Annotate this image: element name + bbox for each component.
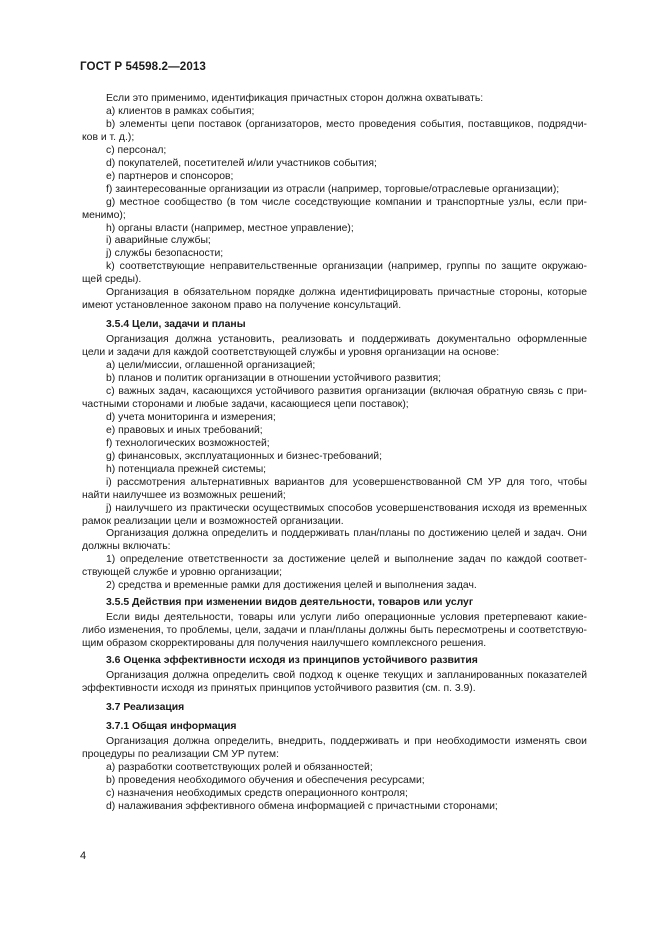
list-item: j) службы безопасности; xyxy=(106,248,224,260)
list-item: d) учета мониторинга и измерения; xyxy=(106,411,276,423)
list-item-continuation: рамок реализации цели и возможностей организации. xyxy=(82,515,344,527)
list-item: 2) средства и временные рамки для достижения целей и выполнения задач. xyxy=(106,580,477,592)
list-item: b) проведения необходимого обучения и обеспечения ресурсами; xyxy=(106,774,425,786)
list-item: b) планов и политик организации в отношении устойчивого развития; xyxy=(106,373,441,385)
paragraph-continuation: щим образом скорректированы для получения наилучшего комплексного решения. xyxy=(82,638,487,650)
section-heading-3-5-4: 3.5.4 Цели, задачи и планы xyxy=(106,319,246,331)
list-item: i) рассмотрения альтернативных вариантов для усовершенствованной СМ УР для того, чтобы xyxy=(106,476,587,488)
list-item: h) потенциала прежней системы; xyxy=(106,463,267,475)
document-body xyxy=(82,93,587,814)
section-heading-3-5-5: 3.5.5 Действия при изменении видов деятельности, товаров или услуг xyxy=(106,597,474,609)
list-item: f) технологических возможностей; xyxy=(106,437,270,449)
paragraph: Организация должна установить, реализовать и поддерживать документально оформленные xyxy=(106,334,587,346)
list-item: g) местное сообщество (в том числе соседствующие компании и транспортные узлы, если при- xyxy=(106,196,587,208)
list-item: c) персонал; xyxy=(106,144,167,156)
paragraph: Организация должна определить и поддерживать план/планы по достижению целей и задач. Они xyxy=(106,528,587,540)
list-item: f) заинтересованные организации из отрасли (например, торговые/отраслевые организации); xyxy=(106,183,560,195)
section-heading-3-7-1: 3.7.1 Общая информация xyxy=(106,720,237,732)
list-item: g) финансовых, эксплуатационных и бизнес-требований; xyxy=(106,450,382,462)
paragraph: Организация должна определить, внедрить, поддерживать и при необходимости изменять свои xyxy=(106,735,587,747)
list-item: e) партнеров и спонсоров; xyxy=(106,170,234,182)
paragraph: Организация в обязательном порядке должна идентифицировать причастные стороны, которые xyxy=(106,287,587,299)
list-item: k) соответствующие неправительственные организации (например, группы по защите окружаю- xyxy=(106,261,587,273)
list-item: a) разработки соответствующих ролей и обязанностей; xyxy=(106,761,373,773)
section-heading-3-6: 3.6 Оценка эффективности исходя из принципов устойчивого развития xyxy=(106,655,478,667)
list-item: d) налаживания эффективного обмена информацией с причастными сторонами; xyxy=(106,800,498,812)
list-item: a) цели/миссии, оглашенной организацией; xyxy=(106,360,316,372)
paragraph-continuation: процедуры по реализации СМ УР путем: xyxy=(82,748,279,760)
list-item-continuation: частными сторонами и любые задачи, касающиеся цепи поставок); xyxy=(82,398,409,410)
list-item: c) важных задач, касающихся устойчивого развития организации (включая обратную связь с при- xyxy=(106,385,587,397)
paragraph: Если виды деятельности, товары или услуги либо операционные условия претерпевают какие- xyxy=(106,612,587,624)
paragraph-continuation: цели и задачи для каждой соответствующей службы и уровня организации на основе: xyxy=(82,347,500,359)
list-item: a) клиентов в рамках события; xyxy=(106,105,255,117)
paragraph: Если это применимо, идентификация причастных сторон должна охватывать: xyxy=(106,93,484,104)
paragraph-continuation: должны включать: xyxy=(82,541,171,553)
list-item-continuation: ствующей службе и уровню организации; xyxy=(82,567,282,579)
list-item: d) покупателей, посетителей и/или участников события; xyxy=(106,157,377,169)
paragraph-continuation: имеют установленное законом право на получение консультаций. xyxy=(82,300,402,312)
list-item-continuation: найти наилучшее из возможных решений; xyxy=(82,489,286,501)
list-item: c) назначения необходимых средств операционного контроля; xyxy=(106,787,408,799)
page-number: 4 xyxy=(80,850,87,862)
paragraph: Организация должна определить свой подход к оценке текущих и запланированных показателей xyxy=(106,669,587,681)
list-item-continuation: ков и т. д.); xyxy=(82,131,135,143)
list-item: b) элементы цепи поставок (организаторов, место проведения события, поставщиков, подрядчи- xyxy=(106,118,587,130)
section-heading-3-7: 3.7 Реализация xyxy=(106,701,185,713)
list-item-continuation: менимо); xyxy=(82,209,126,221)
list-item: h) органы власти (например, местное управление); xyxy=(106,222,354,234)
list-item: i) аварийные службы; xyxy=(106,235,211,247)
list-item: e) правовых и иных требований; xyxy=(106,424,263,436)
list-item: j) наилучшего из практически осуществимых способов усовершенствования исходя из временных xyxy=(106,502,587,514)
list-item: 1) определение ответственности за достижение целей и выполнение задач по каждой соответ- xyxy=(106,554,587,566)
document-code-header: ГОСТ Р 54598.2—2013 xyxy=(80,60,206,73)
paragraph-continuation: либо изменения, то проблемы, цели, задачи и план/планы должны быть пересмотрены и соответствую- xyxy=(82,625,587,637)
paragraph-continuation: эффективности исходя из принятых принципов устойчивого развития (см. п. 3.9). xyxy=(82,682,476,694)
list-item-continuation: щей среды). xyxy=(82,274,142,286)
